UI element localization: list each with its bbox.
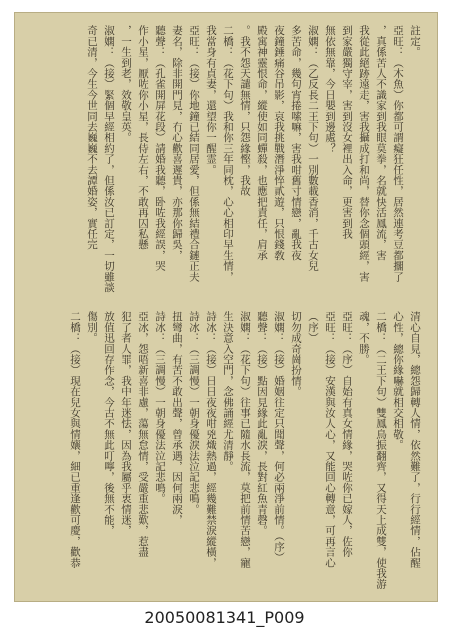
script-line: 心性，總你緣嚇就相交相敬。 [392, 311, 404, 451]
script-line: 扭彎曲，有苦不敢出聲，曾承遇，因何兩淚， [171, 311, 183, 525]
script-line: 二橋：（二王下句）雙鳳鳥振翻齊，又得天上成雙，使我游魂，不勝。 [358, 311, 387, 590]
script-line: 奇已清，今生今世同去巍巍不去譚婚姿，實任完 [86, 25, 98, 250]
script-line: 淑嫻：（接）婚姻往定只聞聲，何必兩淨前情。（序） [273, 311, 285, 563]
script-line: 殿寓神靈恨命，縱使如同蟬殺，也應把責任，肩承 [256, 25, 268, 261]
script-line: 妻名，除非開門見，冇心歡喜遲貴，亦那你歸吳， [171, 25, 183, 261]
script-line: 二橋：（花下句）我和你三年同枕，心心相印早生情， [222, 25, 234, 282]
script-text-upper [33, 25, 423, 307]
script-line: 清心自見，總怨歸轉人情，依然難了，行行經情，佔醒 [409, 311, 421, 568]
script-line: 犯了者人罪，我中年迷怯，因為我屬乎衷情迷， [120, 311, 132, 536]
script-line: 夜鐘錘痛谷吊影，哀我挑戰潛淨悴貳遊，只恨錢敎 [273, 25, 285, 261]
script-line: 我從此絕跡遠走，害我攝成打和尚，替你念個頭經，害 [358, 25, 370, 282]
script-line: 我當身有貞妻，還望你一醒霊。 [205, 25, 217, 175]
script-line: 聽聲：（孔雀開屏花段）請婚我聽，卧咗我經誤，哭 [154, 25, 166, 272]
script-line: 亞冰，怨唔新喜非慮，蕩無怠情，受嚴重悲歎，惹盡 [137, 311, 149, 558]
script-line: 多苦命，幾句宵捲嗦嘛，害我咁舊寸情戀，亂我夜 [290, 25, 302, 261]
script-line: 詩冰：（接）日日夜夜咁兇熾熱過，經幾難禁淚縱橫， [205, 311, 217, 568]
document-page [14, 12, 438, 602]
script-line: 二橋：（接）現在兒女與情孃，細已重逢歡可慶，歡恭 [69, 311, 81, 568]
script-line: 無依無靠，今日嬰到邊處？ [324, 25, 336, 154]
script-line: 生決意入空門，念佛誦經尤清靜。 [222, 311, 234, 472]
script-line: 亞旺：（木魚）你都可謂癡狂任性，居然連考豆都擱了 [392, 25, 404, 282]
script-line: 淑嫻：（乙反長二王下句）一別數載香消，千古女兒 [307, 25, 319, 272]
script-line: 切勿成奇崗扮情。 [290, 311, 302, 397]
script-line: 詩冰：（三調慢）一朝身優淚法泣記悲鳴。 [188, 311, 200, 515]
script-line: ，真係苦人不識家到我眼莫拳，名就快活鳳流，害 [375, 25, 387, 261]
script-line: ，一生到老，效敬皇英。 [120, 25, 132, 143]
script-line: 傷別。 [86, 311, 98, 344]
script-line: 放值迅回存作念，今古不無此叮嚀，後無不能， [103, 311, 115, 536]
script-line: 亞旺：（接）你地鐘已結同居愛，但係無結禮合鏈正夫 [188, 25, 200, 282]
script-line: 淑嫻：（接）緊個早經相約了，但係汝已訂定，一切雖談 [103, 25, 115, 293]
image-caption: 20050081341_P009 [144, 608, 305, 627]
script-line: 。我不怨天譴無情，只怨緣慳，我故 [239, 25, 251, 197]
script-line: 聽聲：（接）點因見緣此亂淚，長對紅魚青磬。 [256, 311, 268, 536]
script-line: 亞旺：（接）安漢與汝人心，又能回心轉意，可再言心（序） [307, 311, 336, 568]
script-line: 作小星，厭咗你小星，長侍左右，不敢再囚私懸 [137, 25, 149, 250]
script-text-lower [33, 311, 423, 591]
script-line: 淑嫻：（花下句）往事已隨水長流，莫把前情苦戀，寵 [239, 311, 251, 568]
script-line: 亞旺：（序）自始有真女情緣，哭咗你已嫁人，佐你 [341, 311, 353, 558]
script-line: 註定。 [409, 25, 421, 58]
script-line: 到家嚴獨守宰，害到沒女裡出入命，更害到我 [341, 25, 353, 239]
script-line: 詩冰：（三調慢）一朝身優法泣記悲鳴。 [154, 311, 166, 504]
